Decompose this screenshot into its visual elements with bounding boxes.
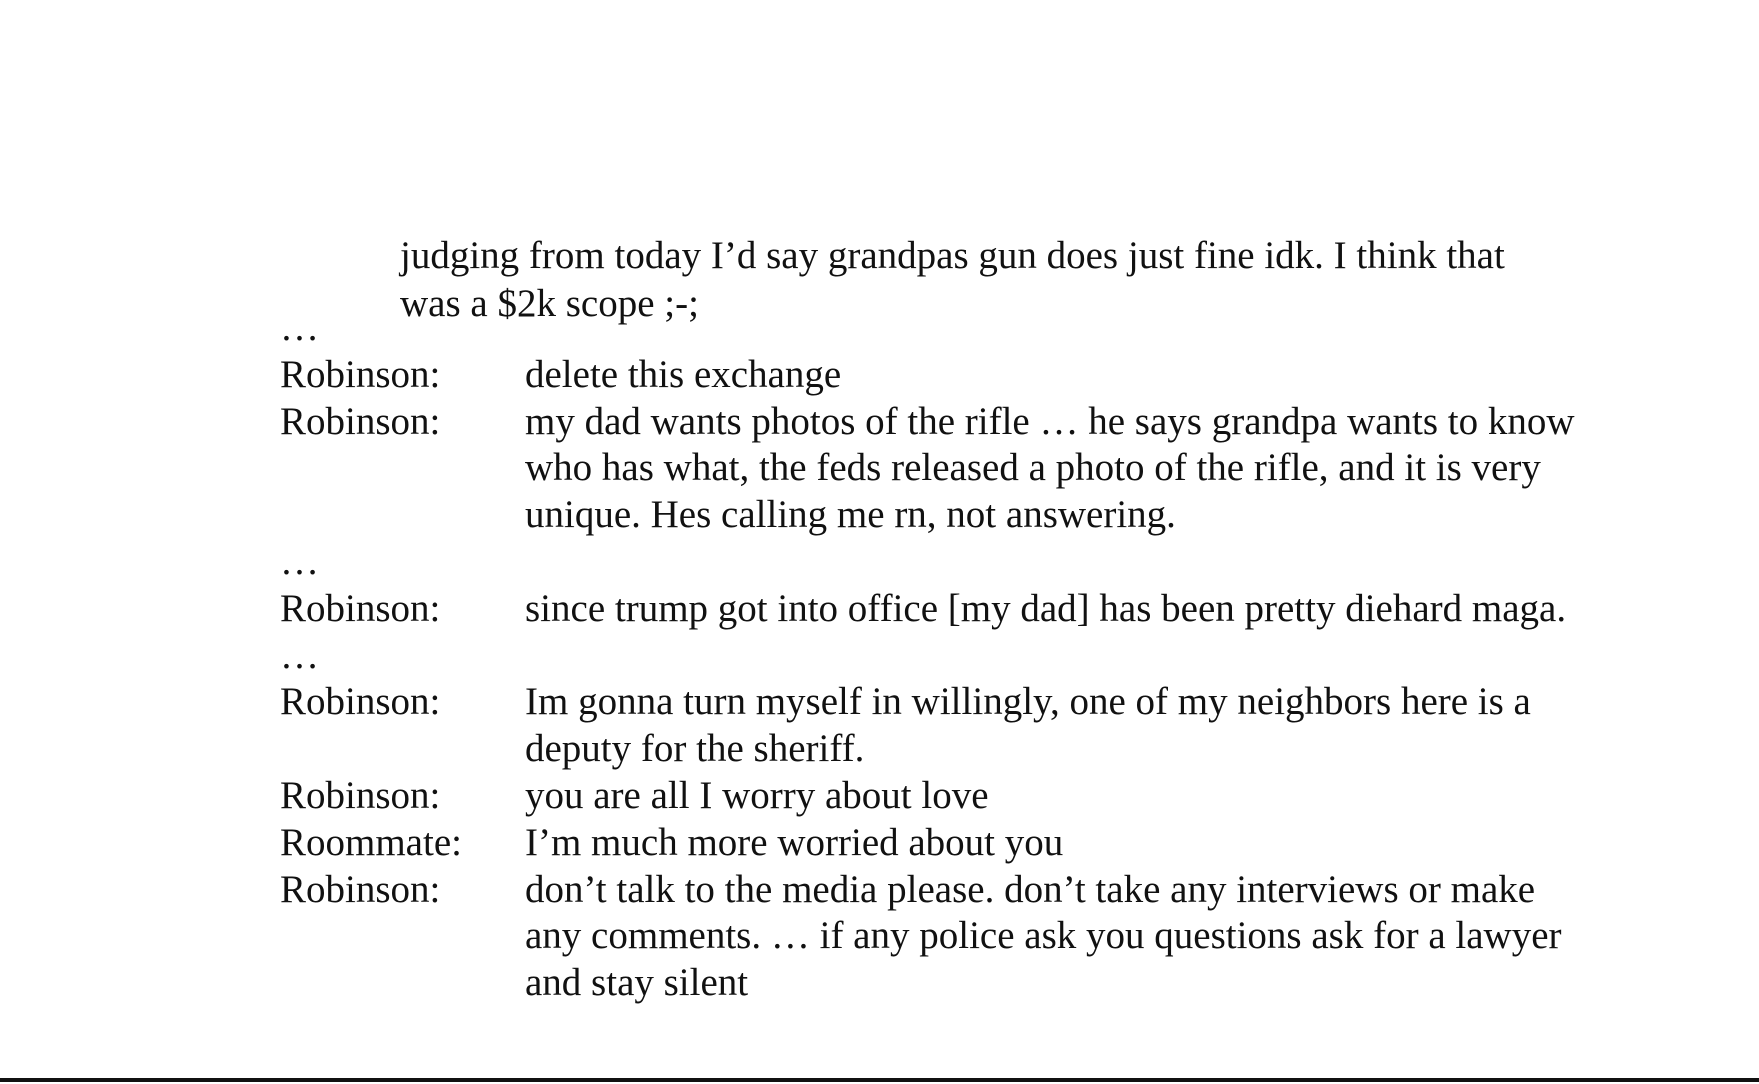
message-line: unique. Hes calling me rn, not answering. [525, 493, 1176, 537]
chat-transcript [280, 306, 1700, 1007]
message-line: don’t talk to the media please. don’t take any interviews or make [525, 867, 1536, 911]
message-line: delete this exchange [525, 352, 842, 396]
message-line: who has what, the feds released a photo of the rifle, and it is very [525, 446, 1541, 490]
message-text [525, 586, 1700, 633]
message-line: and stay silent [525, 961, 749, 1005]
message-line: since trump got into office [my dad] has been pretty diehard maga. [525, 586, 1567, 630]
intro-line: was a $2k scope ;-; [400, 282, 699, 325]
ellipsis-separator: … [280, 306, 319, 349]
message-row [280, 820, 1700, 867]
message-text [525, 399, 1700, 539]
message-text [525, 867, 1700, 1007]
speaker-label: Robinson: [280, 773, 441, 817]
speaker-label: Robinson: [280, 867, 441, 911]
speaker-label: Robinson: [280, 586, 441, 630]
message-row [280, 679, 1700, 773]
ellipsis-separator: … [280, 539, 319, 583]
message-text [525, 679, 1700, 773]
message-row [280, 586, 1700, 633]
message-line: Im gonna turn myself in willingly, one of my neighbors here is a [525, 680, 1531, 724]
message-row [280, 399, 1700, 539]
message-line: you are all I worry about love [525, 773, 989, 817]
bottom-rule [0, 1078, 1759, 1082]
speaker-label: Robinson: [280, 399, 441, 443]
message-row [280, 867, 1700, 1007]
speaker-label: Roommate: [280, 820, 462, 864]
message-line: my dad wants photos of the rifle … he says grandpa wants to know [525, 399, 1575, 443]
message-text [525, 352, 1700, 399]
message-line: any comments. … if any police ask you questions ask for a lawyer [525, 914, 1562, 958]
message-line: deputy for the sheriff. [525, 727, 865, 771]
speaker-label: Robinson: [280, 352, 441, 396]
message-line: I’m much more worried about you [525, 820, 1064, 864]
intro-line: judging from today I’d say grandpas gun does just fine idk. I think that [400, 234, 1505, 277]
message-row [280, 773, 1700, 820]
message-text [525, 773, 1700, 820]
speaker-label: Robinson: [280, 680, 441, 724]
message-row [280, 352, 1700, 399]
ellipsis-separator: … [280, 633, 319, 677]
message-text [525, 820, 1700, 867]
